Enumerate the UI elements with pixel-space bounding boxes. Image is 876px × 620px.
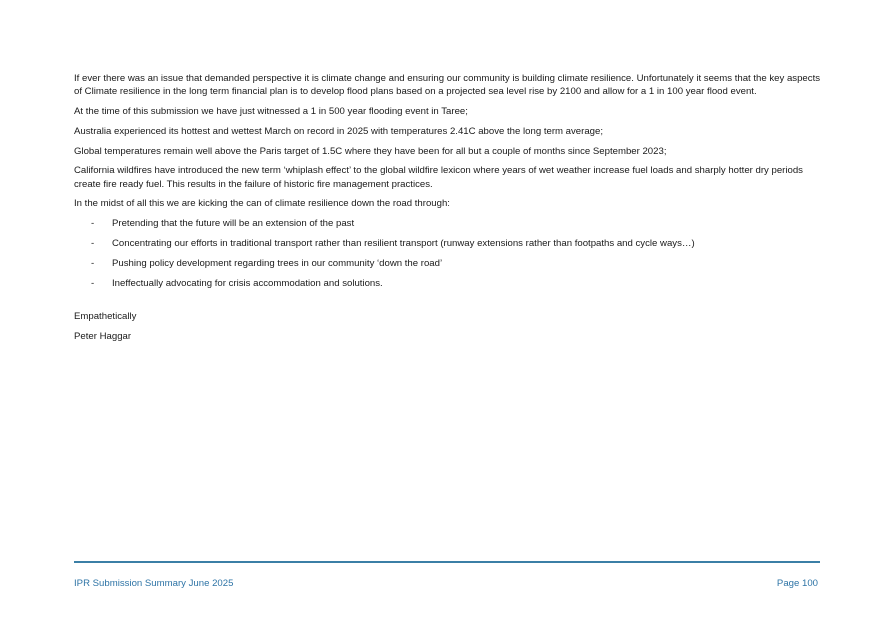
dash-bullet-icon: - [91,277,95,289]
footer-document-title: IPR Submission Summary June 2025 [74,578,234,589]
paragraph-intro: If ever there was an issue that demanded perspective it is climate change and ensuring our community is building climate resilience. Unfortunately it seems that the key aspects of Climate resilience in the long term financial plan is to develop flood plans based on a projected sea level rise by 2100 and allow for a 1 in 100 year flood event. [74,73,821,98]
bullet-list [74,217,826,290]
bullet-text: Concentrating our efforts in traditional transport rather than resilient transport (runway extensions rather than footpaths and cycle ways…) [112,237,695,249]
bullet-item [74,277,826,290]
paragraph-australia-march: Australia experienced its hottest and wettest March on record in 2025 with temperatures 2.41C above the long term average; [74,125,604,137]
paragraph-taree-flood: At the time of this submission we have just witnessed a 1 in 500 year flooding event in Taree; [74,106,468,117]
paragraph-global-temperatures: Global temperatures remain well above the Paris target of 1.5C where they have been for all but a couple of months since September 2023; [74,145,667,157]
bullet-text: Ineffectually advocating for crisis accommodation and solutions. [112,277,383,289]
footer-divider [74,561,820,563]
dash-bullet-icon: - [91,218,95,230]
signature: Peter Haggar [74,330,132,342]
footer-page-number: Page 100 [776,578,818,589]
bullet-item [74,217,826,230]
paragraph-kicking-the-can: In the midst of all this we are kicking the can of climate resilience down the road through: [74,198,450,210]
document-body [74,72,826,349]
bullet-item [74,237,826,250]
bullet-text: Pretending that the future will be an extension of the past [112,218,355,230]
paragraph-california-wildfires: California wildfires have introduced the new term ‘whiplash effect’ to the global wildfire lexicon where years of wet weather increase fuel loads and sharply hotter dry periods create fire ready fuel. This results in the failure of historic fire management practices. [74,165,803,190]
closing-line: Empathetically [74,310,137,322]
bullet-text: Pushing policy development regarding trees in our community ‘down the road’ [112,257,443,269]
dash-bullet-icon: - [91,237,95,249]
dash-bullet-icon: - [91,257,95,269]
bullet-item [74,257,826,270]
